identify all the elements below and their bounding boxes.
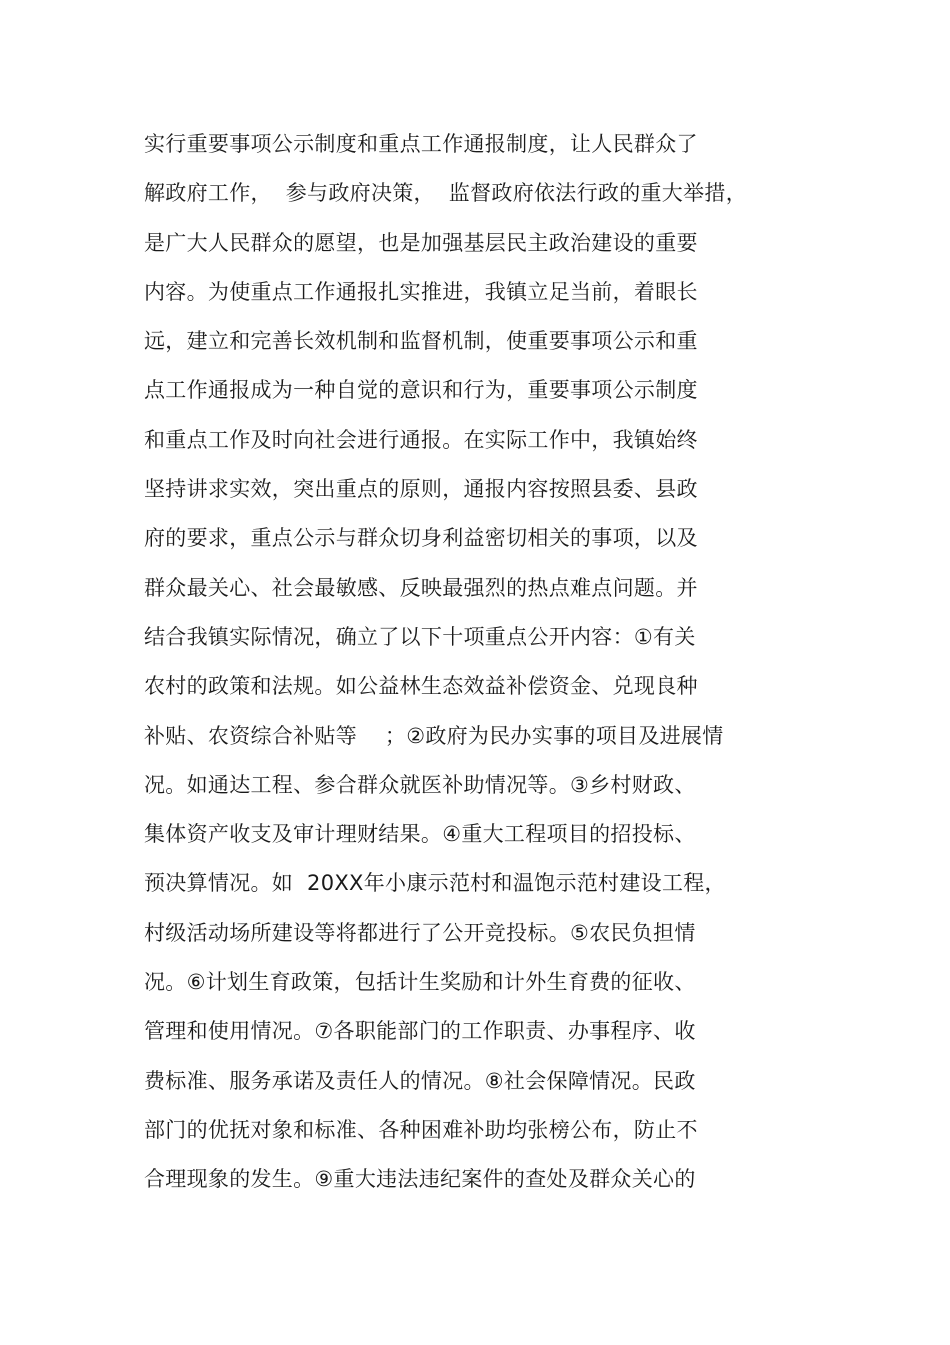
text-line: 补贴、农资综合补贴等 ；②政府为民办实事的项目及进展情 [144, 723, 724, 748]
text-line: 况。如通达工程、参合群众就医补助情况等。③乡村财政、 [144, 772, 696, 797]
text-line: 部门的优抚对象和标准、各种困难补助均张榜公布，防止不 [144, 1117, 698, 1142]
text-line: 府的要求，重点公示与群众切身利益密切相关的事项，以及 [144, 526, 698, 551]
text-line: 集体资产收支及审计理财结果。④重大工程项目的招投标、 [144, 822, 696, 847]
text-line: 费标准、服务承诺及责任人的情况。⑧社会保障情况。民政 [144, 1068, 696, 1093]
text-line: 远，建立和完善长效机制和监督机制，使重要事项公示和重 [144, 329, 698, 354]
text-line: 群众最关心、社会最敏感、反映最强烈的热点难点问题。并 [144, 575, 698, 600]
text-line: 农村的政策和法规。如公益林生态效益补偿资金、兑现良种 [144, 674, 698, 699]
text-line: 合理现象的发生。⑨重大违法违纪案件的查处及群众关心的 [144, 1167, 696, 1192]
text-line: 管理和使用情况。⑦各职能部门的工作职责、办事程序、收 [144, 1019, 696, 1044]
text-line: 解政府工作， 参与政府决策， 监督政府依法行政的重大举措， [144, 181, 747, 206]
text-line: 况。⑥计划生育政策，包括计生奖励和计外生育费的征收、 [144, 970, 696, 995]
text-line: 结合我镇实际情况，确立了以下十项重点公开内容：①有关 [144, 624, 696, 649]
text-line: 和重点工作及时向社会进行通报。在实际工作中，我镇始终 [144, 427, 698, 452]
text-line: 实行重要事项公示制度和重点工作通报制度，让人民群众了 [144, 132, 698, 156]
text-line: 点工作通报成为一种自觉的意识和行为，重要事项公示制度 [144, 378, 698, 403]
body-paragraph [144, 120, 784, 1205]
text-line: 村级活动场所建设等将都进行了公开竞投标。⑤农民负担情 [144, 920, 696, 945]
text-line: 内容。为使重点工作通报扎实推进，我镇立足当前，着眼长 [144, 279, 698, 304]
text-line: 是广大人民群众的愿望，也是加强基层民主政治建设的重要 [144, 230, 698, 255]
text-line: 预决算情况。如 20XX年小康示范村和温饱示范村建设工程， [144, 871, 726, 896]
text-line: 坚持讲求实效，突出重点的原则，通报内容按照县委、县政 [144, 477, 698, 502]
